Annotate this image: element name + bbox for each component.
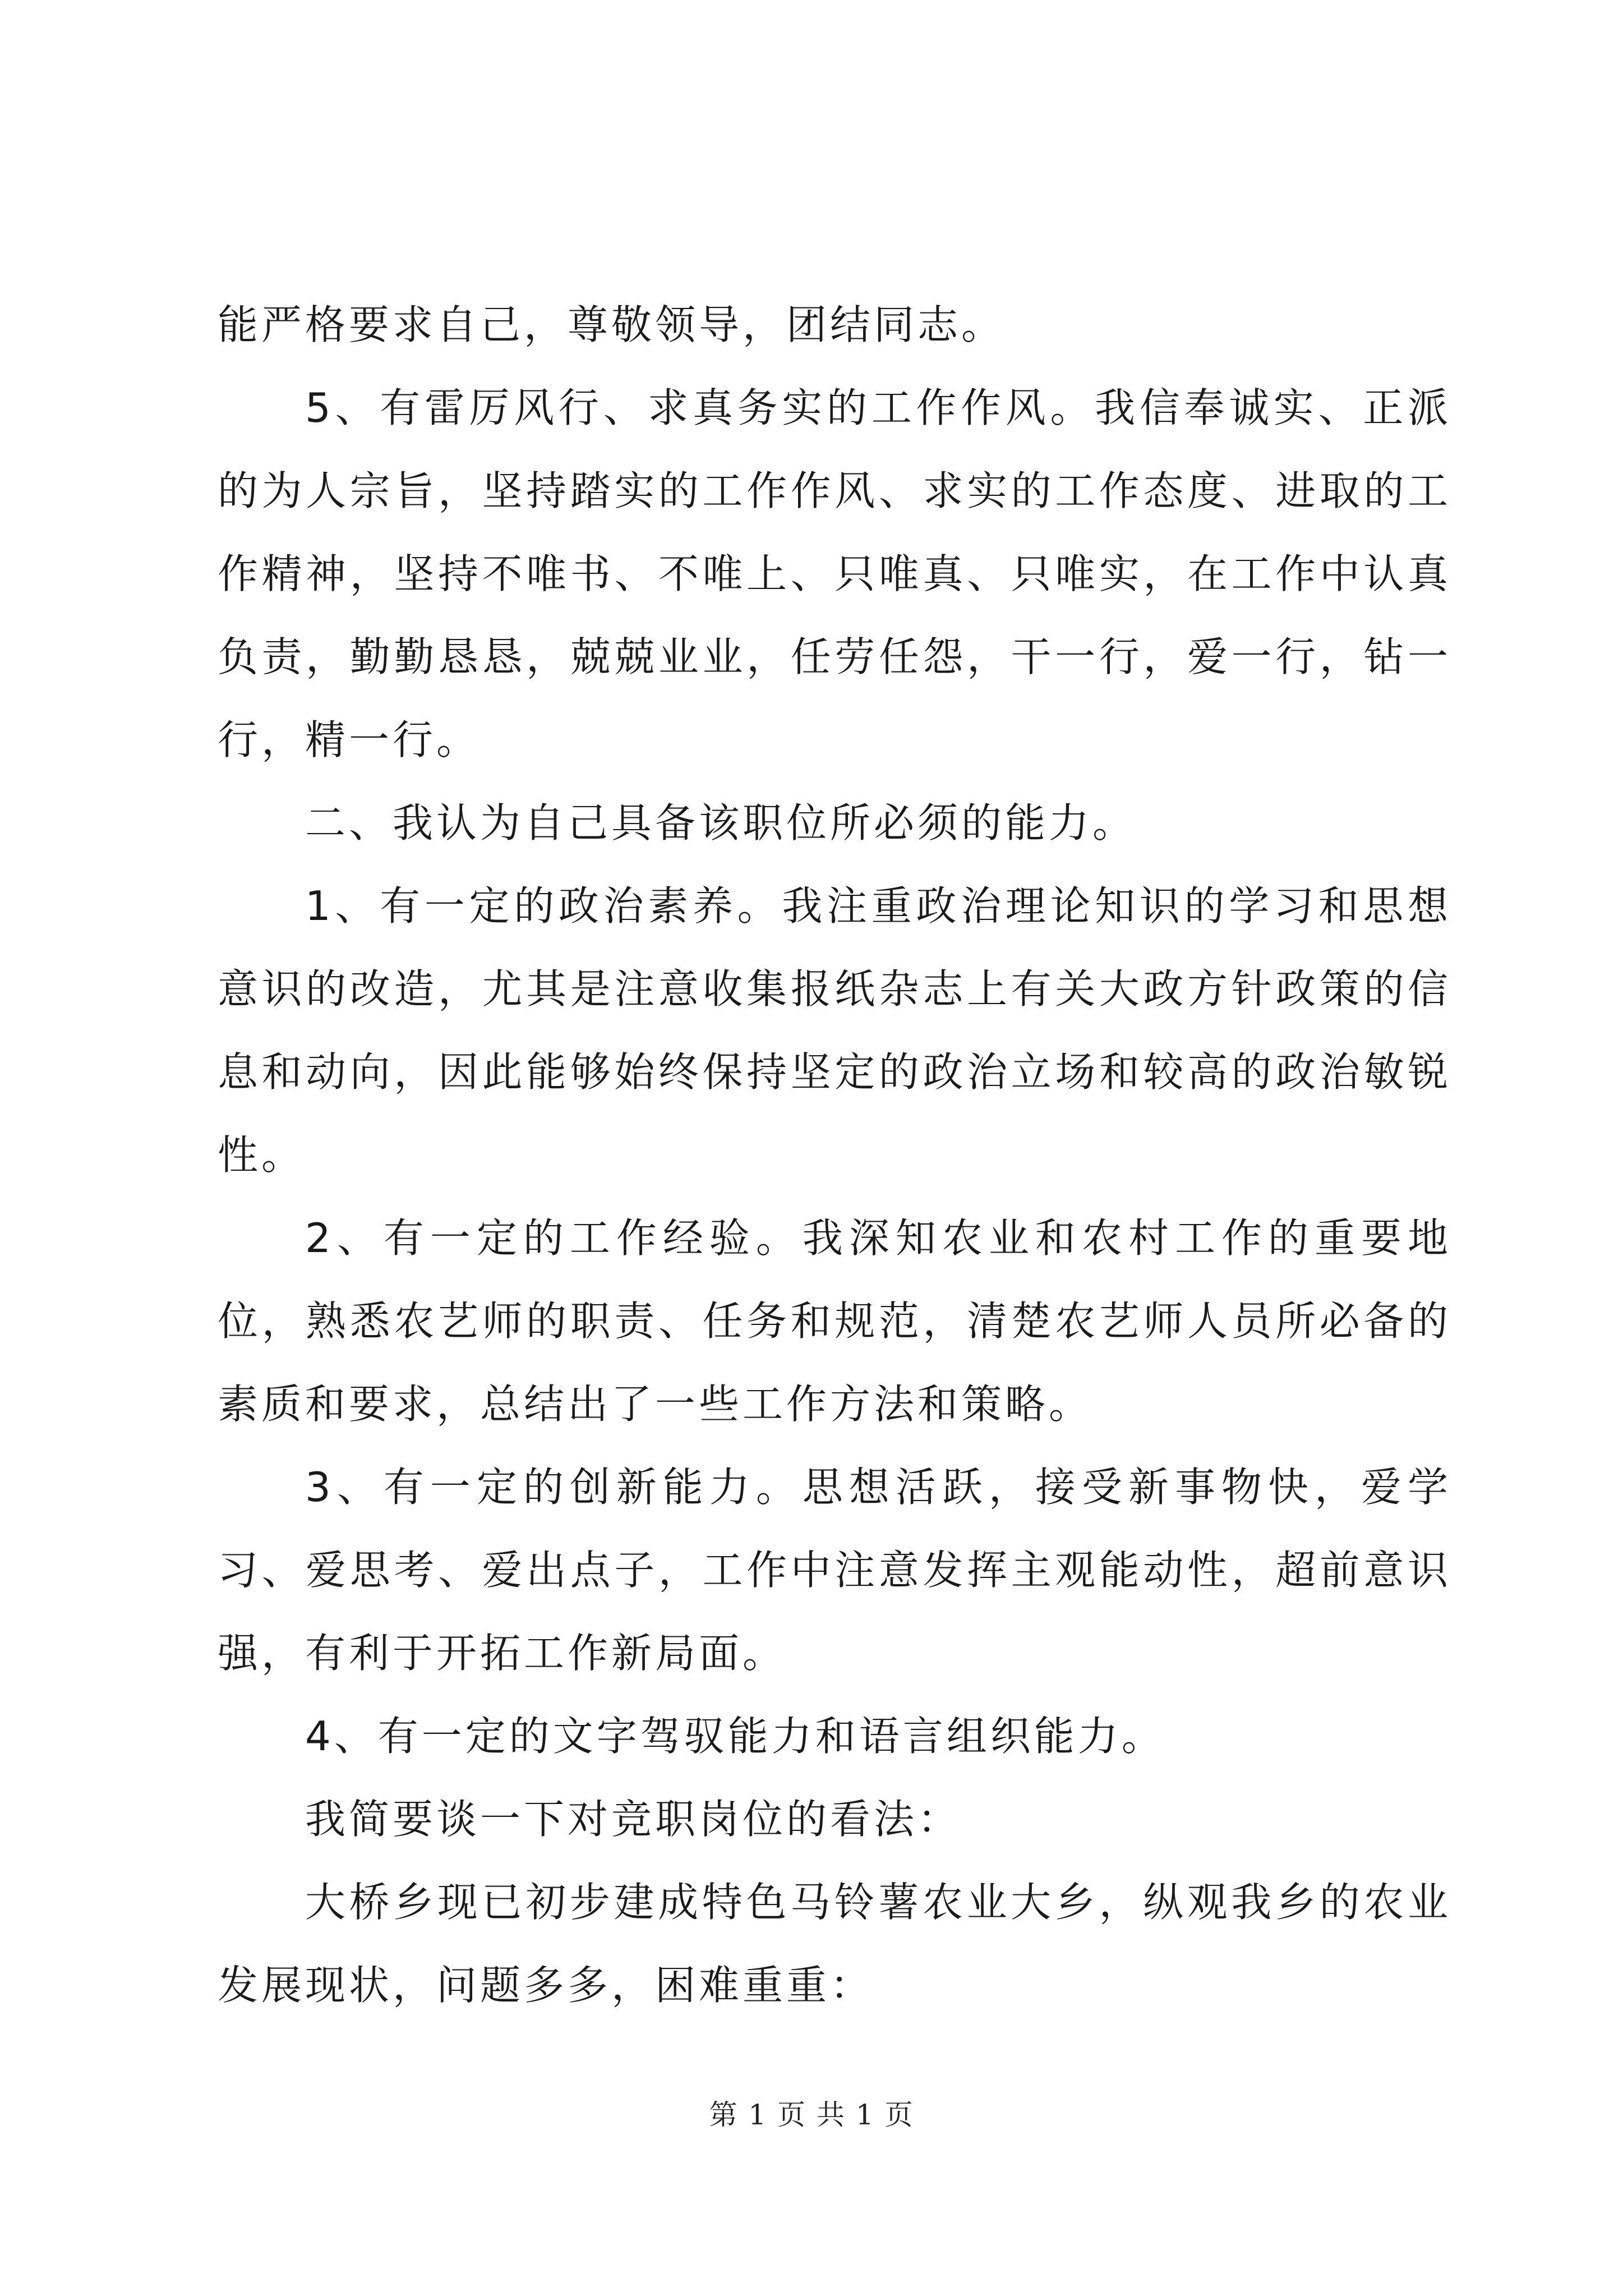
paragraph-work-style: 5、有雷厉风行、求真务实的工作作风。我信奉诚实、正派的为人宗旨，坚持踏实的工作作风、求实的工作态度、进取的工作精神，坚持不唯书、不唯上、只唯真、只唯实，在工作中认真负责，勤勤恳恳，兢兢业业，任劳任怨，干一行，爱一行，钻一行，精一行。 — [218, 384, 1451, 763]
paragraph-political-literacy: 1、有一定的政治素养。我注重政治理论知识的学习和思想意识的改造，尤其是注意收集报纸杂志上有关大政方针政策的信息和动向，因此能够始终保持坚定的政治立场和较高的政治敏锐性。 — [218, 882, 1451, 1179]
paragraph-writing-ability: 4、有一定的文字驾驭能力和语言组织能力。 — [305, 1713, 1165, 1760]
paragraph-work-experience: 2、有一定的工作经验。我深知农业和农村工作的重要地位，熟悉农艺师的职责、任务和规范，清楚农艺师人员所必备的素质和要求，总结出了一些工作方法和策略。 — [218, 1214, 1451, 1428]
paragraph-agriculture-status: 大桥乡现已初步建成特色马铃薯农业大乡，纵观我乡的农业发展现状，问题多多，困难重重： — [218, 1879, 1451, 2009]
paragraph-continuation: 能严格要求自己，尊敬领导，团结同志。 — [218, 301, 1006, 348]
paragraph-position-view: 我简要谈一下对竞职岗位的看法： — [305, 1796, 962, 1843]
paragraph-innovation: 3、有一定的创新能力。思想活跃，接受新事物快，爱学习、爱思考、爱出点子，工作中注意发挥主观能动性，超前意识强，有利于开拓工作新局面。 — [218, 1464, 1451, 1677]
paragraph-section-two-heading: 二、我认为自己具备该职位所必须的能力。 — [305, 799, 1137, 846]
page-number-footer: 第 1 页 共 1 页 — [709, 2099, 914, 2131]
document-body — [218, 283, 1451, 2027]
